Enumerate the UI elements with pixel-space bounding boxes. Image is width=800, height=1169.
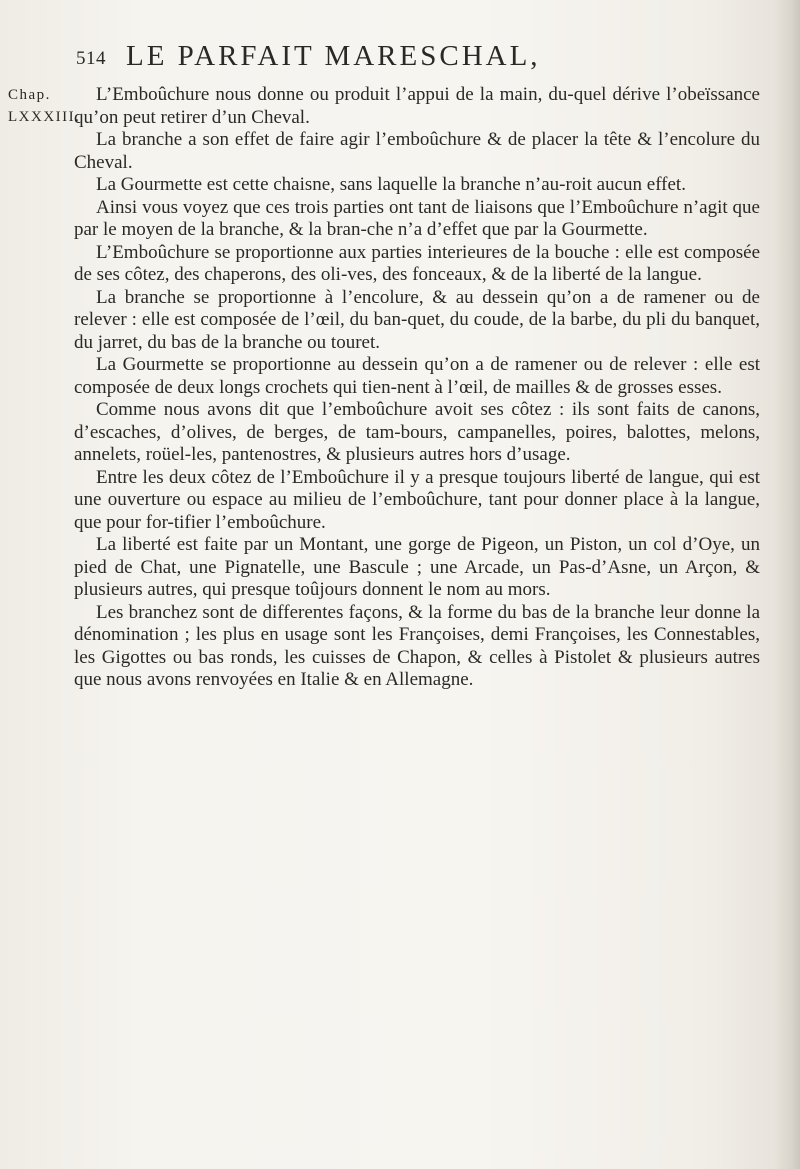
paragraph: La branche a son effet de faire agir l’emboûchure & de placer la tête & l’encolure du Cheval. <box>74 129 760 173</box>
paragraph: Ainsi vous voyez que ces trois parties ont tant de liaisons que l’Emboûchure n’agit que par le moyen de la branche, & la bran-che n’a d’effet que par la Gourmette. <box>74 196 760 240</box>
page-number: 514 <box>76 48 106 69</box>
paragraph: La Gourmette est cette chaisne, sans laquelle la branche n’au-roit aucun effet. <box>96 174 686 195</box>
body-text <box>74 84 760 692</box>
chapter-margin-note <box>8 84 81 128</box>
paragraph: Les branchez sont de differentes façons, & la forme du bas de la branche leur donne la dénomination ; les plus en usage sont les Françoises, demi Françoises, les Connestables, les Gigottes ou bas ronds, les cuisses de Chapon, & celles à Pistolet & plusieurs autres que nous avons renvoyées en Italie & en Allemagne. <box>74 601 760 690</box>
paragraph: Comme nous avons dit que l’emboûchure avoit ses côtez : ils sont faits de canons, d’escaches, d’olives, de berges, de tam-bours, campanelles, poires, balottes, melons, annelets, roüel-les, pantenostres, & plusieurs autres hors d’usage. <box>74 399 760 465</box>
paragraph: La branche se proportionne à l’encolure, & au dessein qu’on a de ramener ou de relever : elle est composée de l’œil, du ban-quet, du coude, de la barbe, du pli du banquet, du jarret, du bas de la branche ou touret. <box>74 286 760 353</box>
paragraph: L’Emboûchure se proportionne aux parties interieures de la bouche : elle est composée de ses côtez, des chaperons, des oli-ves, des fonceaux, & de la liberté de la langue. <box>74 241 760 285</box>
running-title: LE PARFAIT MARESCHAL, <box>126 40 541 72</box>
paragraph: Entre les deux côtez de l’Emboûchure il y a presque toujours liberté de langue, qui est une ouverture ou espace au milieu de l’emboûchure, tant pour donner place à la langue, que pour for-tifier l’emboûchure. <box>74 466 760 533</box>
chapter-label: Chap. <box>8 87 51 103</box>
page-header <box>76 40 716 82</box>
chapter-number: LXXXIII. <box>8 109 81 125</box>
page-edge-shadow <box>774 0 800 1169</box>
paragraph: L’Emboûchure nous donne ou produit l’appui de la main, du-quel dérive l’obeïssance qu’on peut retirer d’un Cheval. <box>74 84 760 128</box>
paragraph: La liberté est faite par un Montant, une gorge de Pigeon, un Piston, un col d’Oye, un pied de Chat, une Pignatelle, une Bascule ; une Arcade, un Pas-d’Asne, un Arçon, & plusieurs autres, qui presque toûjours donnent le nom au mors. <box>74 534 760 600</box>
paragraph: La Gourmette se proportionne au dessein qu’on a de ramener ou de relever : elle est composée de deux longs crochets qui tien-nent à l’œil, de mailles & de grosses esses. <box>74 354 760 398</box>
